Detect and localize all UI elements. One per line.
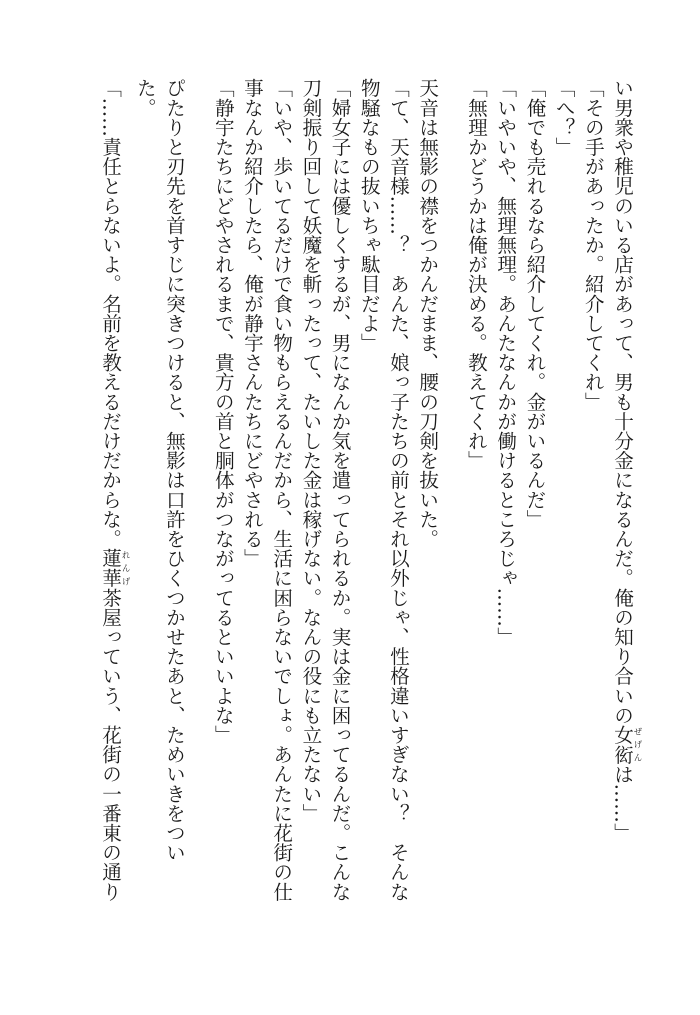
text-line-2: 「その手があったか。紹介してくれ」 [581, 78, 605, 412]
line-17-tail: 茶屋っていう、花街の一番東の通り [98, 587, 122, 902]
ruby-renge-base: 蓮華 [98, 548, 122, 588]
text-line-5: 「いやいや、無理無理。あんたなんかが働けるところじゃ……」 [493, 78, 517, 647]
text-line-16: た。 [133, 78, 157, 118]
text-line-14: 「静宇たちにどやされるまで、貴方の首と胴体がつながってるといいよな」 [211, 78, 235, 745]
ruby-renge [98, 548, 131, 588]
text-line-12: 「いや、歩いてるだけで食い物もらえるんだから、生活に困らないでしょ。あんたに花街の仕 [269, 78, 293, 902]
text-line-3: 「へ？」 [552, 78, 576, 157]
text-line-1 [607, 78, 642, 968]
text-line-11: 刀剣振り回して妖魔を斬ったって、たいした金は稼げない。なんの役にも立たない」 [298, 78, 322, 823]
line-1-main: い男衆や稚児のいる店があって、男も十分金になるんだ。俺の知り合いの [610, 78, 634, 725]
vertical-text-block [95, 78, 642, 968]
ruby-zegen-base: 女衒 [610, 724, 634, 765]
ruby-zegen-reading: ぜげん [632, 724, 642, 765]
text-line-8: 「て、天音様……？ あんた、娘っ子たちの前とそれ以外じゃ、性格違いすぎない？ そんな [386, 78, 410, 902]
text-line-4: 「俺でも売れるなら紹介してくれ。金がいるんだ」 [522, 78, 546, 529]
line-1-tail: は……」 [610, 764, 634, 843]
line-17-main: 「……責任とらないよ。名前を教えるだけだからな。 [98, 78, 122, 549]
text-line-15: ぴたりと刃先を首すじに突きつけると、無影は口許をひくつかせたあと、ためいきをつい [162, 78, 186, 862]
text-line-7: 天音は無影の襟をつかんだまま、腰の刀剣を抜いた。 [415, 78, 439, 549]
text-line-9: 物騒なもの抜いちゃ駄目だよ」 [357, 78, 381, 353]
ruby-renge-reading: れんげ [120, 548, 131, 588]
ruby-zegen [610, 724, 642, 765]
text-line-13: 事なんか紹介したら、俺が静宇さんたちにどやされる」 [240, 78, 264, 568]
text-line-6: 「無理かどうかは俺が決める。教えてくれ」 [464, 78, 488, 470]
text-line-17 [95, 78, 130, 968]
text-line-10: 「婦女子には優しくするが、男になんか気を遣ってられるか。実は金に困ってるんだ。こんな [328, 78, 352, 902]
